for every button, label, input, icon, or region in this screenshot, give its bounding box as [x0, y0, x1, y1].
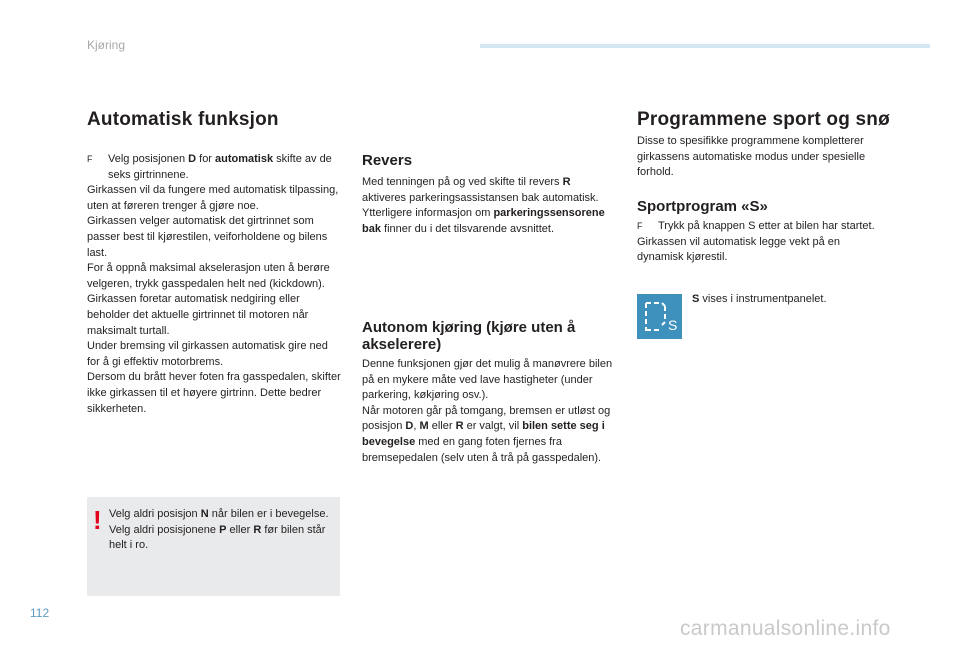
auto-paragraph-2: Girkassen velger automatisk det girtrinnet som passer best til kjørestilen, veiforholdene og bilens last. — [87, 215, 328, 259]
sport-body: F Trykk på knappen S etter at bilen har startet. Girkassen vil automatisk legge vekt på en dynamisk kjørestil. — [637, 219, 887, 266]
auto-paragraph-4: Under bremsing vil girkassen automatisk gire ned for å gi effektiv motorbrems. — [87, 340, 328, 368]
heading-automatisk-funksjon: Automatisk funksjon — [87, 109, 279, 130]
heading-autonom: Autonom kjøring (kjøre uten å akselerere) — [362, 319, 576, 353]
sport-bullet: F Trykk på knappen S etter at bilen har startet. — [637, 219, 887, 235]
sport-mode-s-icon — [637, 294, 682, 339]
auto-paragraph-5: Dersom du brått hever foten fra gasspedalen, skifter ikke girkassen til et høyere girtrinn. Dette bedrer sikkerheten. — [87, 371, 341, 415]
sport-indicator-text: S vises i instrumentpanelet. — [692, 293, 827, 305]
heading-revers: Revers — [362, 152, 413, 169]
heading-programmene: Programmene sport og snø — [637, 109, 890, 130]
page-number: 112 — [30, 606, 50, 620]
header-bar — [480, 44, 930, 48]
sport-icon-letter: S — [668, 317, 678, 333]
auto-paragraph-3: For å oppnå maksimal akselerasjon uten å berøre velgeren, trykk gasspedalen helt ned (kickdown). Girkassen foretar automatisk nedgiring eller beholder det aktuelle girtrinnet til motoren når maksimalt turtall. — [87, 262, 330, 337]
programs-intro: Disse to spesifikke programmene kompletterer girkassens automatiske modus under spesielle forhold. — [637, 135, 866, 179]
bullet-icon: F — [87, 154, 93, 164]
autonom-body: Denne funksjonen gjør det mulig å manøvrere bilen på en mykere måte ved lave hastigheter (under parkering, køkjøring osv.). Når motoren går på tomgang, bremsen er utløst og posisjon D, M eller R er valgt, vil bilen sette seg i bevegelse med en gang foten fjernes fra bremsepedalen (selv uten å trå på gasspedalen). — [362, 358, 613, 464]
revers-body: Med tenningen på og ved skifte til revers R aktiveres parkeringsassistansen bak automatisk. Ytterligere informasjon om parkeringssensorene bak finner du i det tilsvarende avsnittet. — [362, 176, 605, 235]
auto-paragraph-1: Girkassen vil da fungere med automatisk tilpassing, uten at føreren trenger å gjøre noe. — [87, 184, 339, 212]
auto-bullet: F Velg posisjonen D for automatisk skifte av de seks girtrinnene. — [87, 153, 332, 181]
warning-icon: ! — [93, 505, 102, 535]
section-header: Kjøring — [87, 38, 126, 52]
warning-text: Velg aldri posisjon N når bilen er i bevegelse. Velg aldri posisjonene P eller R før bilen står helt i ro. — [109, 508, 329, 552]
bullet-icon: F — [637, 221, 643, 231]
watermark: carmanualsonline.info — [680, 617, 891, 640]
warning-box — [87, 497, 340, 596]
auto-body — [87, 152, 342, 417]
heading-sportprogram: Sportprogram «S» — [637, 198, 768, 215]
